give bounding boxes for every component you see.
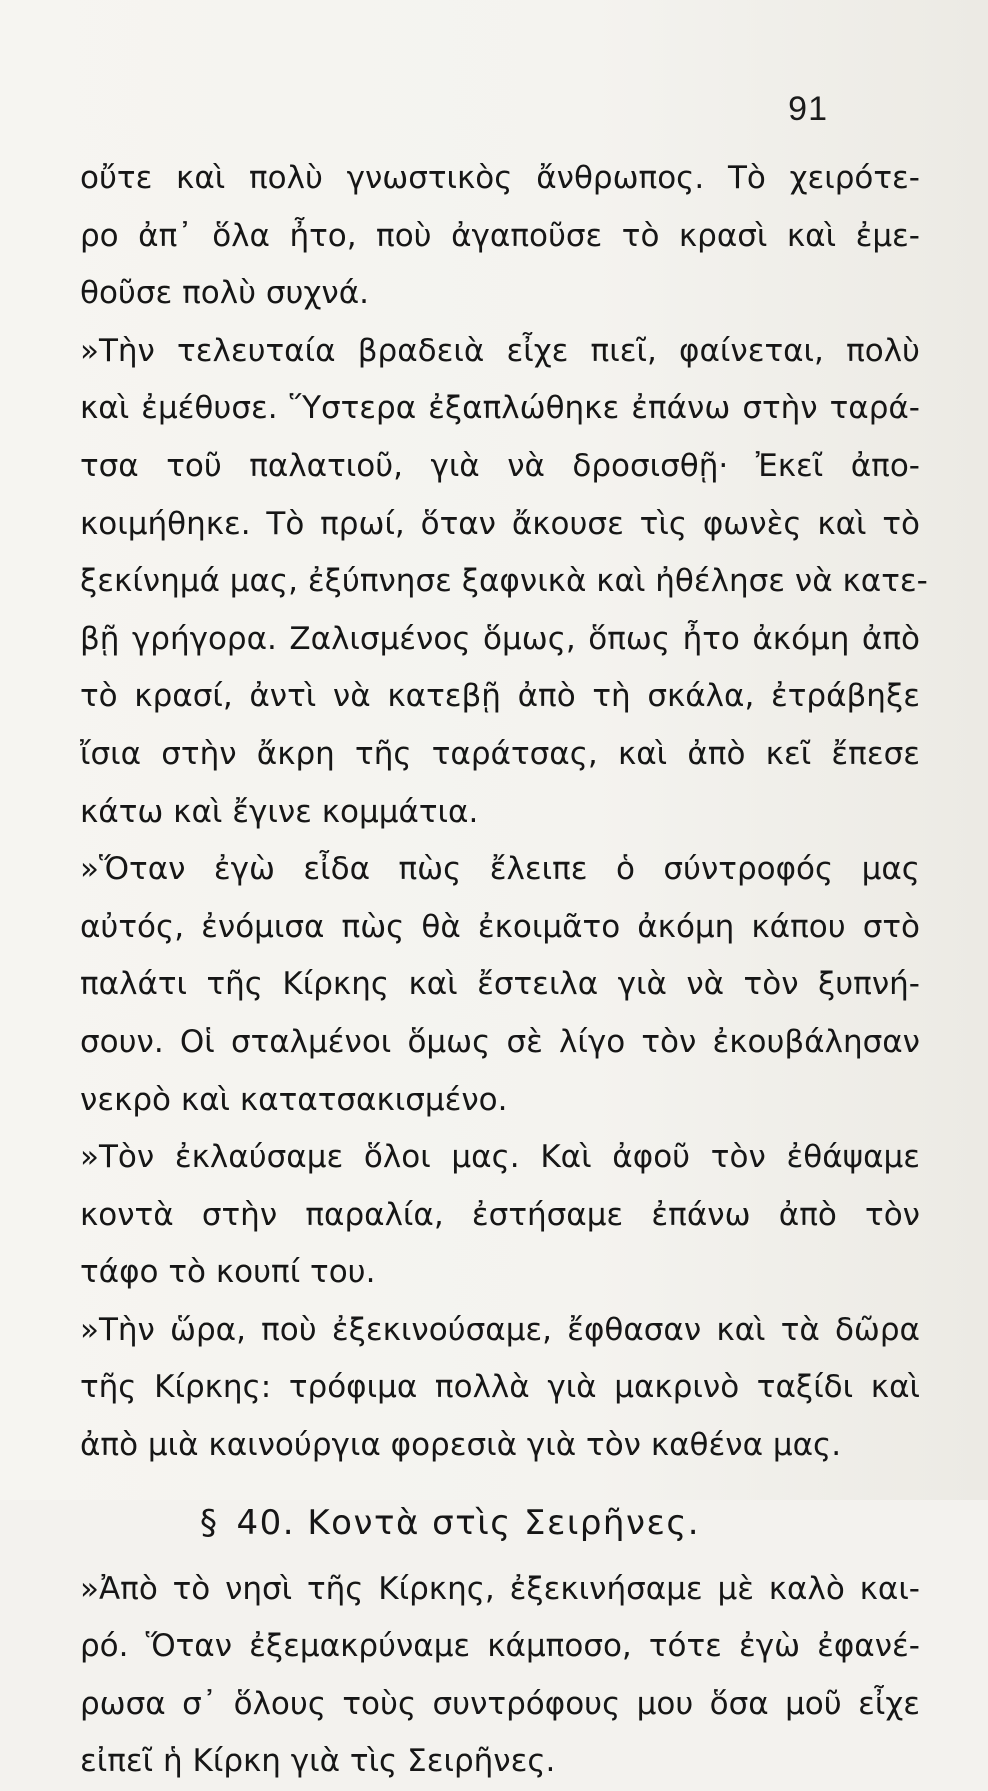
page-number: 91 <box>788 90 828 128</box>
text-line: »Τὴν ὥρα, ποὺ ἐξεκινούσαμε, ἔφθασαν καὶ τὰ δῶρα <box>80 1311 920 1348</box>
paragraph-1 <box>80 150 920 323</box>
text-line: θοῦσε πολὺ συχνά. <box>80 275 369 312</box>
section-title: Κοντὰ στὶς Σειρῆνες. <box>307 1502 701 1543</box>
text-line: τσα τοῦ παλατιοῦ, γιὰ νὰ δροσισθῇ· Ἐκεῖ ἀπο- <box>80 447 920 484</box>
text-line: αὐτός, ἐνόμισα πὼς θὰ ἐκοιμᾶτο ἀκόμη κάπου στὸ <box>80 908 920 945</box>
text-line: κοιμήθηκε. Τὸ πρωί, ὅταν ἄκουσε τὶς φωνὲς καὶ τὸ <box>80 505 920 542</box>
text-line: τάφο τὸ κουπί του. <box>80 1254 376 1291</box>
text-line: »Ἀπὸ τὸ νησὶ τῆς Κίρκης, ἐξεκινήσαμε μὲ καλὸ και- <box>80 1570 920 1607</box>
text-line: ἀπὸ μιὰ καινούργια φορεσιὰ γιὰ τὸν καθένα μας. <box>80 1427 842 1464</box>
text-line: »Τὸν ἐκλαύσαμε ὅλοι μας. Καὶ ἀφοῦ τὸν ἐθάψαμε <box>80 1139 920 1176</box>
text-line: κοντὰ στὴν παραλία, ἐστήσαμε ἐπάνω ἀπὸ τὸν <box>80 1196 920 1233</box>
text-line: ἴσια στὴν ἄκρη τῆς ταράτσας, καὶ ἀπὸ κεῖ ἔπεσε <box>80 735 920 772</box>
text-line: »Ὅταν ἐγὼ εἶδα πὼς ἔλειπε ὁ σύντροφός μας <box>80 851 920 888</box>
text-line: κάτω καὶ ἔγινε κομμάτια. <box>80 793 479 830</box>
section-sign: § <box>200 1502 219 1543</box>
text-line: ρωσα σ᾽ ὅλους τοὺς συντρόφους μου ὅσα μοῦ εἶχε <box>80 1685 920 1722</box>
text-line: ρο ἀπ᾽ ὅλα ἦτο, ποὺ ἀγαποῦσε τὸ κρασὶ καὶ ἐμε- <box>80 217 920 254</box>
paragraph-6 <box>80 1561 920 1791</box>
text-line: σουν. Οἱ σταλμένοι ὅμως σὲ λίγο τὸν ἐκουβάλησαν <box>80 1023 920 1060</box>
paragraph-4 <box>80 1129 920 1302</box>
section-heading <box>80 1475 920 1561</box>
section-number: 40. <box>236 1502 296 1543</box>
text-line: οὔτε καὶ πολὺ γνωστικὸς ἄνθρωπος. Τὸ χειρότε- <box>80 160 920 196</box>
text-line: βῇ γρήγορα. Ζαλισμένος ὅμως, ὅπως ἦτο ἀκόμη ἀπὸ <box>80 620 920 657</box>
text-line: νεκρὸ καὶ κατατσακισμένο. <box>80 1081 508 1118</box>
text-line: τῆς Κίρκης: τρόφιμα πολλὰ γιὰ μακρινὸ ταξίδι καὶ <box>80 1369 920 1406</box>
text-line: καὶ ἐμέθυσε. Ὕστερα ἐξαπλώθηκε ἐπάνω στὴν ταρά- <box>80 390 920 427</box>
text-line: ξεκίνημά μας, ἐξύπνησε ξαφνικὰ καὶ ἠθέλησε νὰ κατε- <box>80 563 928 600</box>
text-line: εἰπεῖ ἡ Κίρκη γιὰ τὶς Σειρῆνες. <box>80 1743 556 1780</box>
text-line: παλάτι τῆς Κίρκης καὶ ἔστειλα γιὰ νὰ τὸν ξυπνή- <box>80 966 920 1003</box>
text-line: ρό. Ὅταν ἐξεμακρύναμε κάμποσο, τότε ἐγὼ ἐφανέ- <box>80 1628 920 1665</box>
paragraph-2 <box>80 323 928 841</box>
text-line: τὸ κρασί, ἀντὶ νὰ κατεβῇ ἀπὸ τὴ σκάλα, ἐτράβηξε <box>80 678 920 715</box>
paragraph-3 <box>80 841 920 1129</box>
text-line: »Τὴν τελευταία βραδειὰ εἶχε πιεῖ, φαίνεται, πολὺ <box>80 332 920 369</box>
paragraph-5 <box>80 1302 920 1475</box>
body-text <box>80 150 928 1791</box>
